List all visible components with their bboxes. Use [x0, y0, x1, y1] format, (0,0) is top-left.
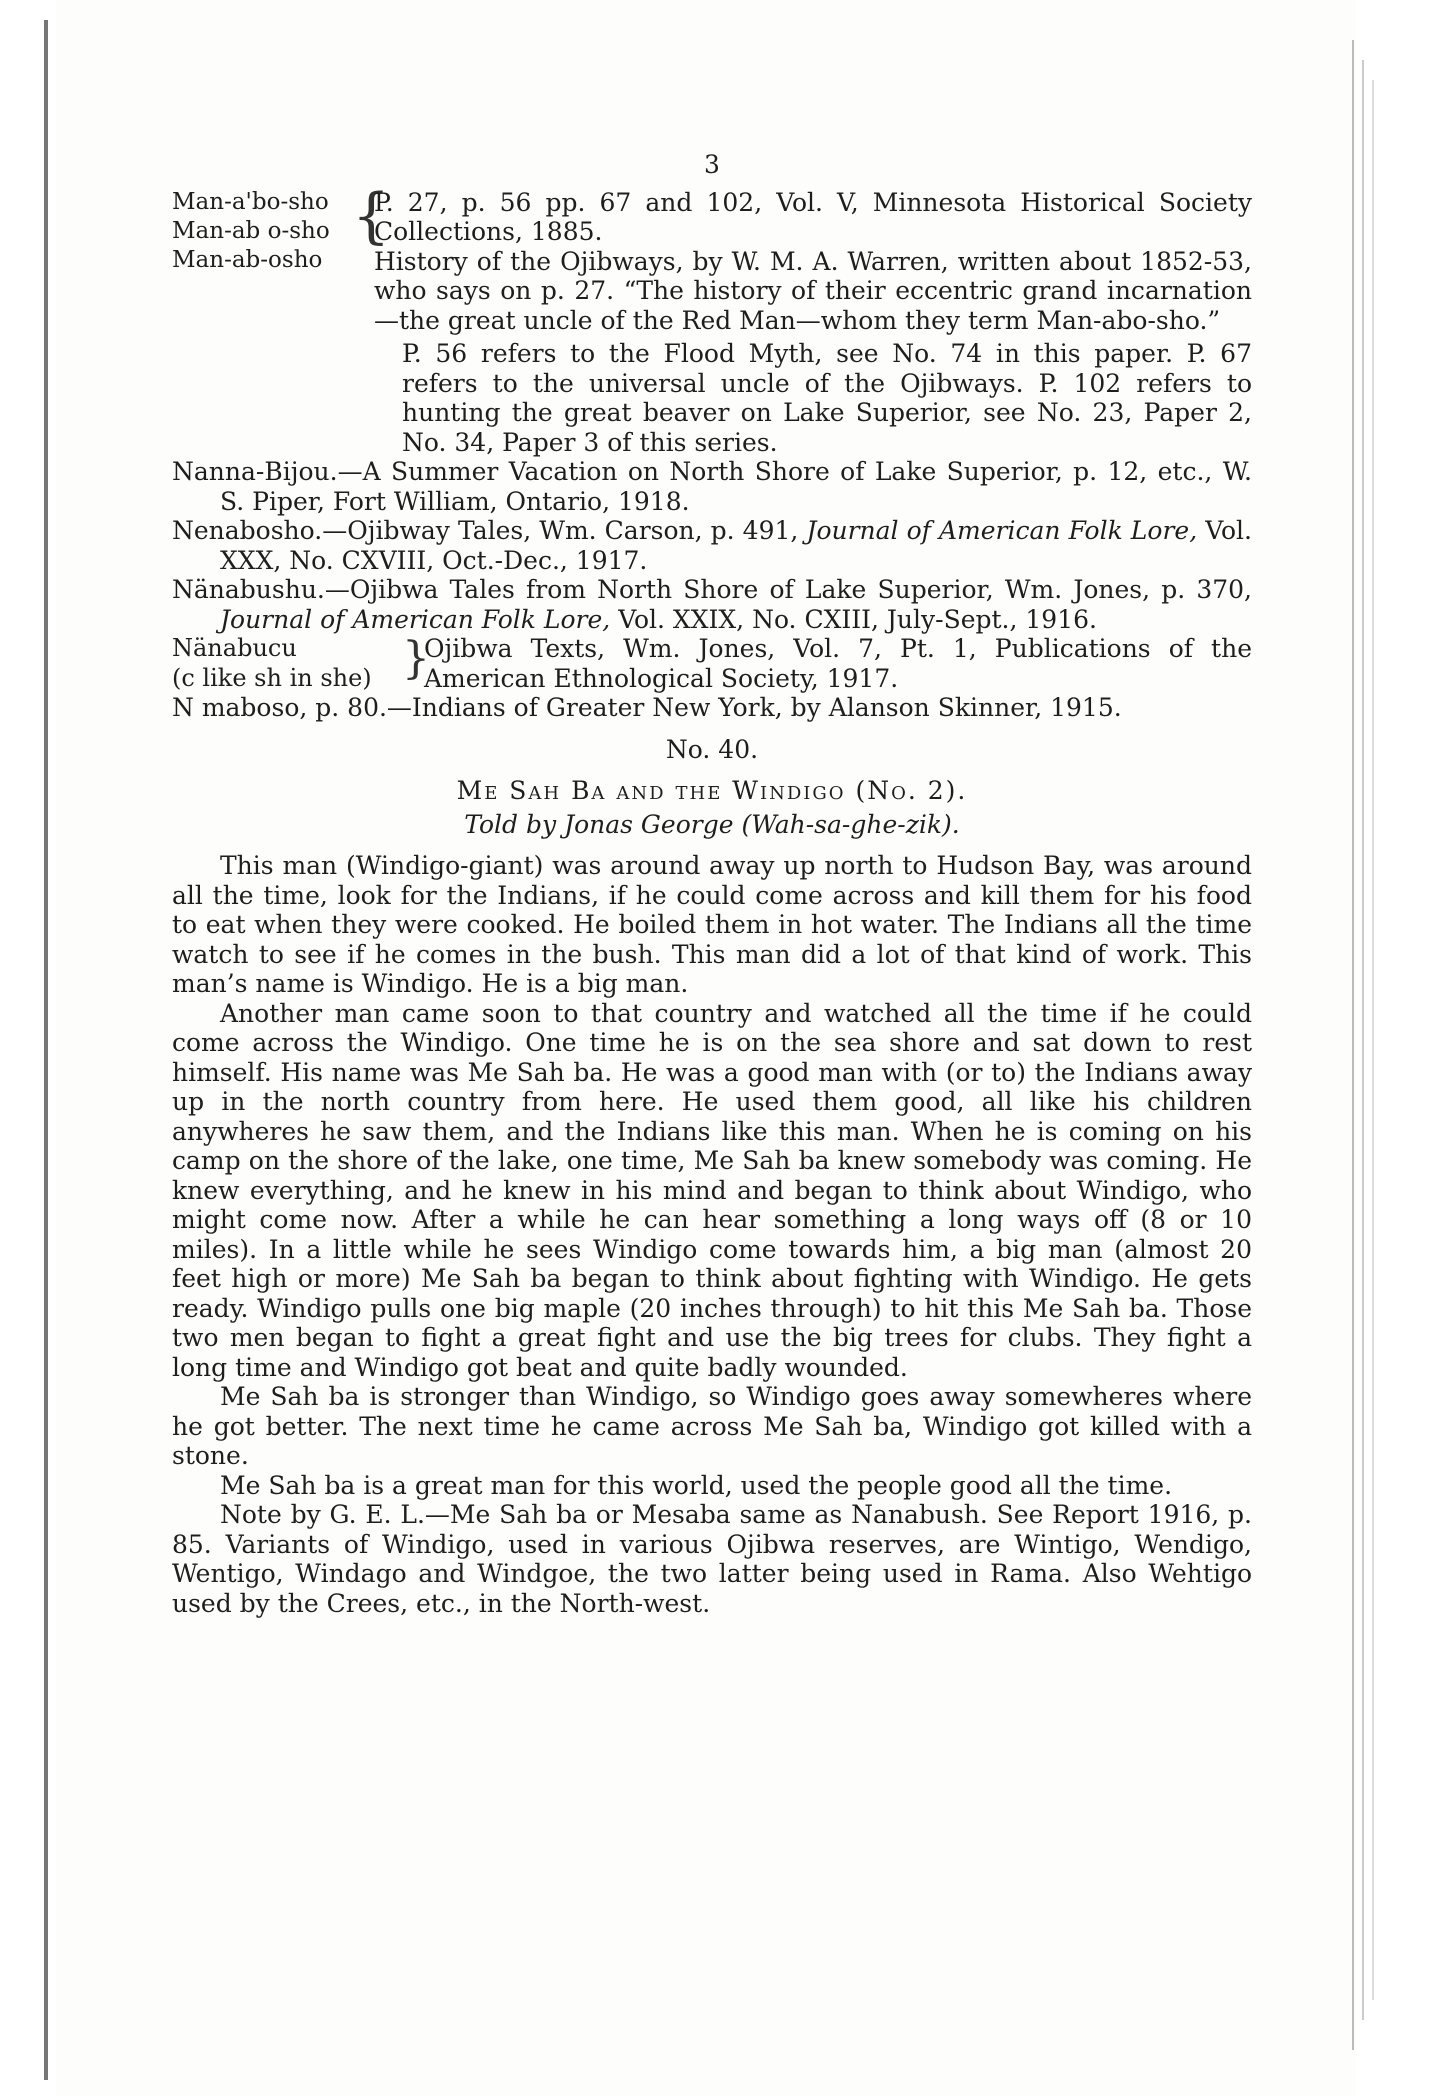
page-number: 3	[704, 150, 720, 179]
page-gutter-edge	[44, 20, 48, 2080]
reference-name: Nenabosho.	[172, 516, 323, 545]
page-fore-edge-2	[1362, 60, 1364, 2020]
story-paragraph: Me Sah ba is a great man for this world, used the people good all the time.	[220, 1470, 1173, 1500]
variant-ref-line: History of the Ojibways, by W. M. A. Warren, written about 1852-53, who says on p. 27. “The history of their eccentric grand incarnation—the great uncle of the Red Man—whom they term Man-abo-sho.”	[374, 246, 1252, 335]
reference-entry	[172, 575, 1252, 634]
page-fore-edge-3	[1372, 80, 1374, 2000]
editor-note: Note by G. E. L.—Me Sah ba or Mesaba same as Nanabush. See Report 1916, p. 85. Variants of Windigo, used in various Ojibwa reserves, are Wintigo, Wendigo, Wentigo, Windago and Windgoe, the two latter being used in Rama. Also Wehtigo used by the Crees, etc., in the North-west.	[172, 1500, 1252, 1618]
brace-glyph: {	[352, 180, 391, 251]
reference-name: Nänabushu.	[172, 575, 325, 604]
variant-names	[172, 188, 352, 336]
variant-references	[374, 188, 1252, 336]
story-title: Me Sah Ba and the Windigo (No. 2).	[456, 776, 968, 805]
flood-note: P. 56 refers to the Flood Myth, see No. 74 in this paper. P. 67 refers to the universal uncle of the Ojibways. P. 102 refers to hunting the great beaver on Lake Superior, see No. 23, Paper 2, No. 34, Paper 3 of this series.	[402, 339, 1252, 457]
reference-entry	[172, 516, 1252, 575]
variant-name: Man-a'bo-sho	[172, 188, 329, 215]
story-paragraph: Another man came soon to that country and watched all the time if he could come across the Windigo. One time he is on the sea shore and sat down to rest himself. His name was Me Sah ba. He was a good man with (or to) the Indians away up in the north country from here. He used them good, all like his children anywheres he saw them, and the Indians like this man. When he is coming on his camp on the shore of the lake, one time, Me Sah ba knew somebody was coming. He knew everything, and he knew in his mind and began to think about Windigo, who might come now. After a while he can hear something a long ways off (8 or 10 miles). In a little while he sees Windigo come towards him, a big man (almost 20 feet high or more) Me Sah ba began to think about fighting with Windigo. He gets ready. Windigo pulls one big maple (20 inches through) to hit this Me Sah ba. Those two men began to fight a great fight and use the big trees for clubs. They fight a long time and Windigo got beat and quite badly wounded.	[172, 998, 1252, 1382]
variant-ref-line: P. 27, p. 56 pp. 67 and 102, Vol. V, Minnesota Historical Society Collections, 1885.	[374, 187, 1252, 246]
variants-block	[172, 180, 1252, 336]
reference-text: —A Summer Vacation on North Shore of Lake Superior, p. 12, etc., W. S. Piper, Fort William, Ontario, 1918.	[220, 457, 1252, 516]
variant-name: Man-ab o-sho	[172, 217, 330, 244]
pronunciation-note: (c like sh in she)	[172, 663, 372, 692]
nanabucu-entry	[172, 634, 1252, 693]
journal-title: Journal of American Folk Lore,	[220, 604, 611, 634]
reference-entry	[172, 457, 1252, 516]
story-paragraph: This man (Windigo-giant) was around away up north to Hudson Bay, was around all the time, look for the Indians, if he could come across and kill them for his food to eat when they were cooked. He boiled them in hot water. The Indians all the time watch to see if he comes in the bush. This man did a lot of that kind of work. This man’s name is Windigo. He is a big man.	[172, 851, 1252, 998]
story-attribution	[172, 810, 1252, 840]
reference-text: —Ojibway Tales, Wm. Carson, p. 491,	[322, 516, 799, 545]
teller-native-name: (Wah-sa-ghe-zik).	[741, 809, 960, 839]
reference-text: —Ojibwa Tales from North Shore of Lake Superior, Wm. Jones, p. 370,	[324, 575, 1252, 604]
nanabucu-labels	[172, 634, 402, 693]
reference-name: Nanna-Bijou.	[172, 457, 338, 486]
story-paragraph: Me Sah ba is stronger than Windigo, so Windigo goes away somewheres where he got better. The next time he came across Me Sah ba, Windigo got killed with a stone.	[172, 1382, 1252, 1470]
variant-name: Man-ab-osho	[172, 246, 323, 273]
variant-name: Nänabucu	[172, 634, 297, 662]
page-fore-edge	[1352, 40, 1354, 2050]
reference-text: Vol. XXIX, No. CXIII, July-Sept., 1916.	[618, 604, 1097, 634]
page-content	[172, 150, 1252, 1618]
journal-title: Journal of American Folk Lore,	[806, 516, 1198, 545]
teller-label: Told by Jonas George	[464, 809, 734, 839]
story-number: No. 40.	[665, 734, 759, 764]
reference-text: Ojibwa Texts, Wm. Jones, Vol. 7, Pt. 1, Publications of the American Ethnological Society, 1917.	[424, 634, 1252, 693]
brace-glyph: }	[402, 633, 430, 684]
reference-text: Vol. XXX, No. CXVIII, Oct.-Dec., 1917.	[220, 516, 1253, 575]
reference-entry: N maboso, p. 80.—Indians of Greater New York, by Alanson Skinner, 1915.	[172, 693, 1122, 722]
